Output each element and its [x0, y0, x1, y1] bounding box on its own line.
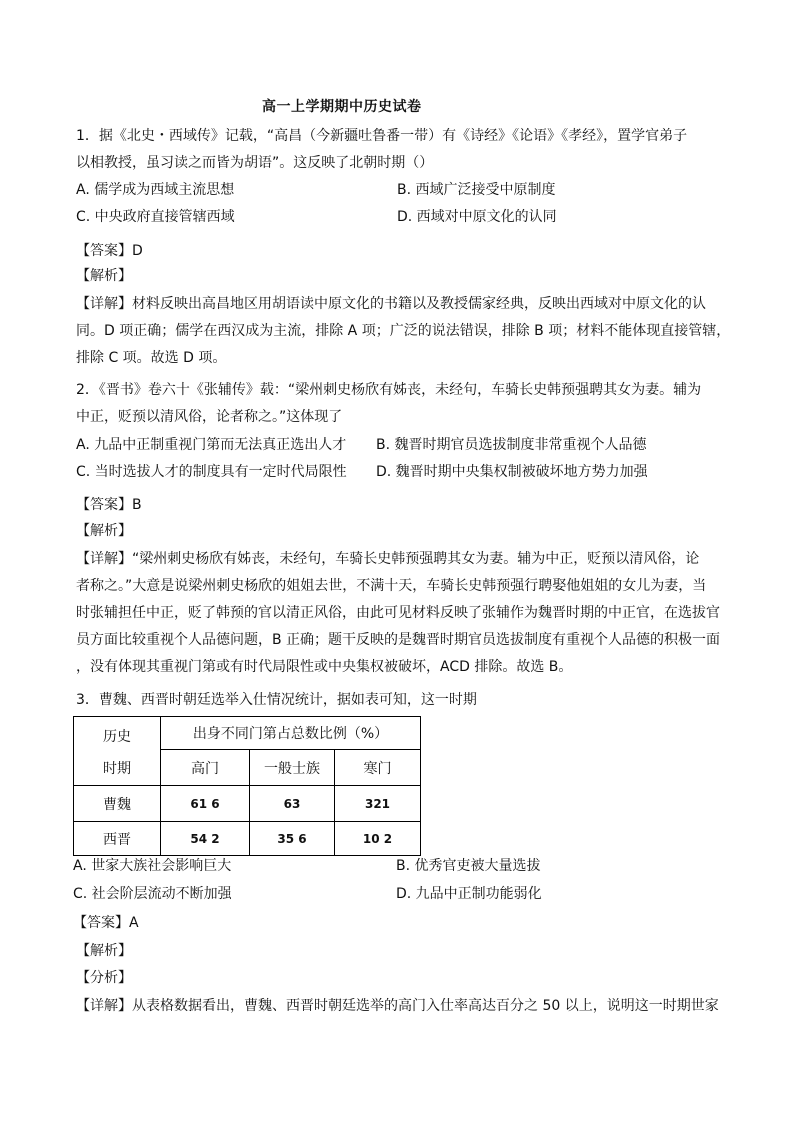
selection-statistics-table [73, 716, 421, 856]
q2-option-b: B. 魏晋时期官员选拔制度非常重视个人品德 [376, 437, 647, 453]
q2-detail-line-2: 者称之。”大意是说梁州刺史杨欣的姐姐去世，不满十天，车骑长史韩预强行聘娶他姐姐的女儿为妻，当 [76, 578, 707, 594]
q2-stem-line-2: 中正，贬预以清风俗，论者称之。”这体现了 [76, 409, 343, 425]
table-row [74, 822, 421, 856]
q2-detail-line-4: 员方面比较重视个人品德问题，B 正确；题干反映的是魏晋时期官员选拔制度有重视个人品德的积极一面 [76, 632, 721, 648]
q2-answer: 【答案】B [76, 497, 142, 513]
q1-analysis-label: 【解析】 [76, 268, 132, 284]
table-row-period: 曹魏 [74, 786, 161, 822]
q1-stem-line-1: 1．据《北史・西域传》记载，“高昌（今新疆吐鲁番一带）有《诗经》《论语》《孝经》，置学官弟子 [76, 128, 688, 144]
table-group-header: 出身不同门第占总数比例（%） [161, 717, 421, 750]
table-header-period-line-1: 历史 [103, 729, 131, 745]
q1-option-b: B. 西域广泛接受中原制度 [397, 182, 556, 198]
q1-detail-line-3: 排除 C 项。故选 D 项。 [76, 350, 227, 366]
table-cell: 61 6 [161, 786, 250, 822]
q2-detail-line-1: 【详解】“梁州刺史杨欣有姊丧，未经句，车骑长史韩预强聘其女为妻。辅为中正，贬预以清风俗，论 [76, 551, 700, 567]
table-row [74, 786, 421, 822]
q3-analysis-label: 【解析】 [76, 943, 132, 959]
q3-stem: 3．曹魏、西晋时朝廷选举入仕情况统计，据如表可知，这一时期 [76, 692, 477, 708]
table-cell: 321 [335, 786, 421, 822]
q2-detail-line-5: ，没有体现其重视门第或有时代局限性或中央集权被破坏，ACD 排除。故选 B。 [76, 659, 573, 675]
q2-option-c: C. 当时选拔人才的制度具有一定时代局限性 [76, 464, 347, 480]
table-cell: 10 2 [335, 822, 421, 856]
q3-option-b: B. 优秀官吏被大量选拔 [396, 858, 541, 874]
q3-answer: 【答案】A [73, 915, 139, 931]
q2-stem-line-1: 2．《晋书》卷六十《张辅传》载：“梁州刺史杨欣有姊丧，未经句，车骑长史韩预强聘其女为妻。辅为 [76, 382, 702, 398]
table-col-header: 寒门 [335, 750, 421, 786]
q1-detail-line-1: 【详解】材料反映出高昌地区用胡语读中原文化的书籍以及教授儒家经典，反映出西域对中原文化的认 [76, 296, 706, 312]
q2-option-d: D. 魏晋时期中央集权制被破坏地方势力加强 [376, 464, 648, 480]
table-cell: 54 2 [161, 822, 250, 856]
page-title: 高一上学期期中历史试卷 [262, 99, 422, 115]
table-col-header: 一般士族 [250, 750, 335, 786]
q2-detail-line-3: 时张辅担任中正，贬了韩预的官以清正风俗，由此可见材料反映了张辅作为魏晋时期的中正官，在选拔官 [76, 605, 720, 621]
q1-stem-line-2: 以相教授，虽习读之而皆为胡语”。这反映了北朝时期（） [76, 155, 434, 171]
q2-analysis-label: 【解析】 [76, 523, 132, 539]
q3-option-d: D. 九品中正制功能弱化 [396, 886, 542, 902]
table-col-header: 高门 [161, 750, 250, 786]
q3-fenxi-label: 【分析】 [76, 970, 132, 986]
q1-answer: 【答案】D [76, 243, 143, 259]
q3-detail-line-1: 【详解】从表格数据看出，曹魏、西晋时朝廷选举的高门入仕率高达百分之 50 以上，说明这一时期世家 [76, 998, 719, 1014]
q1-option-d: D. 西域对中原文化的认同 [397, 209, 557, 225]
table-header-period [74, 717, 161, 786]
table-cell: 63 [250, 786, 335, 822]
q1-option-c: C. 中央政府直接管辖西域 [76, 209, 235, 225]
q1-detail-line-2: 同。D 项正确；儒学在西汉成为主流，排除 A 项；广泛的说法错误，排除 B 项；材料不能体现直接管辖， [76, 323, 731, 339]
q1-option-a: A. 儒学成为西域主流思想 [76, 182, 235, 198]
table-cell: 35 6 [250, 822, 335, 856]
q3-option-c: C. 社会阶层流动不断加强 [73, 886, 232, 902]
table-row-period: 西晋 [74, 822, 161, 856]
table-header-period-line-2: 时期 [103, 761, 131, 777]
q3-option-a: A. 世家大族社会影响巨大 [73, 858, 232, 874]
q2-option-a: A. 九品中正制重视门第而无法真正选出人才 [76, 437, 347, 453]
